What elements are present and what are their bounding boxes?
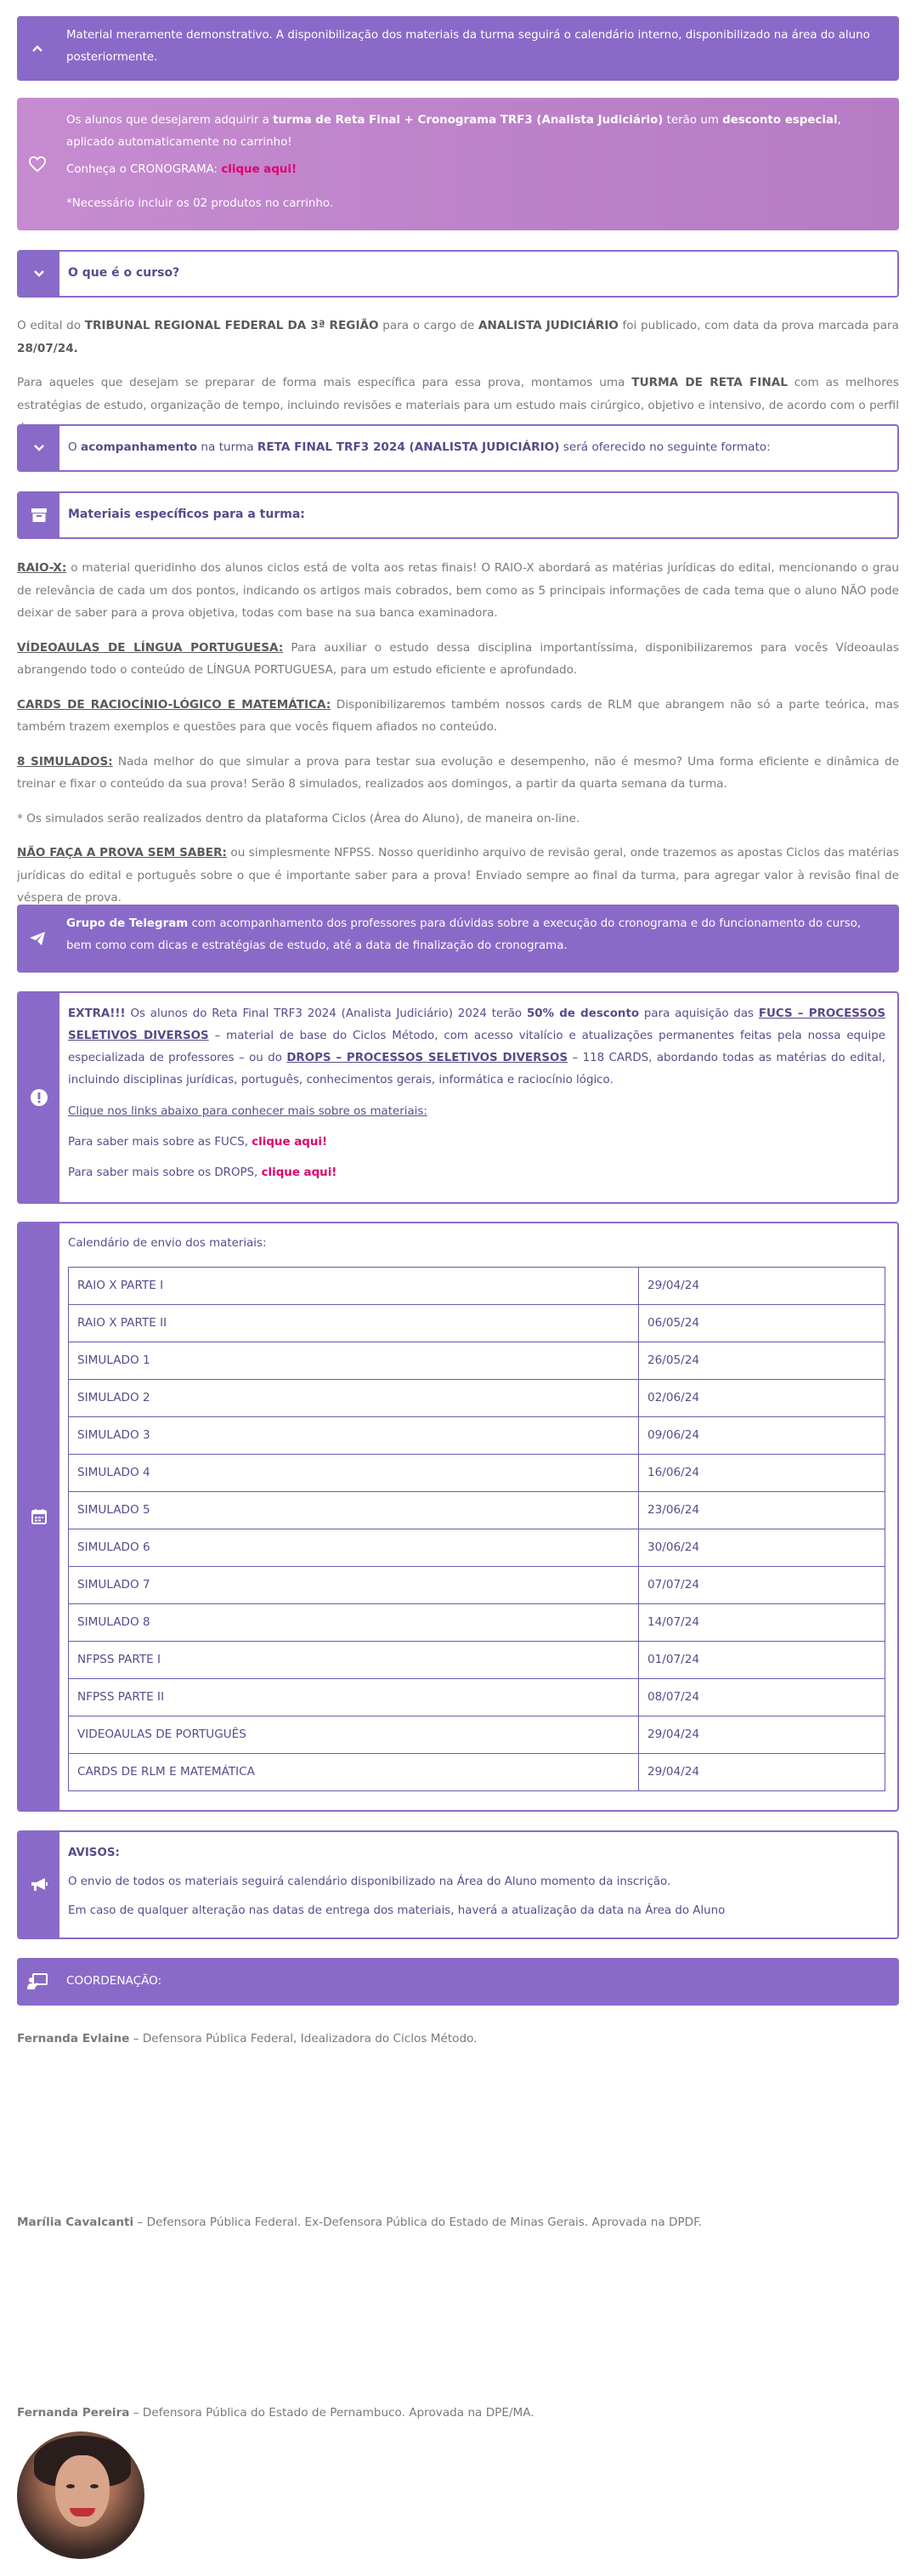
table-row xyxy=(69,1342,885,1379)
calendar-date: 29/04/24 xyxy=(639,1267,885,1304)
calendar-date: 29/04/24 xyxy=(639,1753,885,1790)
person-3: Fernanda Pereira – Defensora Pública do Estado de Pernambuco. Aprovada na DPE/MA. xyxy=(17,2406,534,2420)
extra-drops-line: Para saber mais sobre os DROPS, clique aqui! xyxy=(68,1166,337,1179)
calendar-item: SIMULADO 2 xyxy=(69,1379,639,1416)
avisos-box xyxy=(17,1830,899,1939)
course-header[interactable] xyxy=(17,250,899,298)
calendar-date: 02/06/24 xyxy=(639,1379,885,1416)
calendar-box xyxy=(17,1222,899,1812)
notice-box xyxy=(17,16,899,81)
promo-box xyxy=(17,98,899,230)
table-row xyxy=(69,1716,885,1753)
calendar-item: SIMULADO 3 xyxy=(69,1416,639,1454)
table-row xyxy=(69,1678,885,1716)
calendar-table xyxy=(68,1267,885,1791)
calendar-item: SIMULADO 4 xyxy=(69,1454,639,1491)
notice-text: Material meramente demonstrativo. A disponibilização dos materiais da turma seguirá o calendário interno, disponibilizado na área do aluno posteriormente. xyxy=(66,29,870,65)
chevron-up-icon[interactable] xyxy=(17,16,58,81)
extra-fucs-line: Para saber mais sobre as FUCS, clique aqui! xyxy=(68,1135,328,1149)
sim-paragraph: 8 SIMULADOS: Nada melhor do que simular a prova para testar sua evolução e desempenho, não é mesmo? Uma forma eficiente e dinâmica de treinar e fixar o conteúdo da sua prova! Serão 8 simulados, realizados aos domingos, a partir da quarta semana da turma. xyxy=(17,754,899,791)
calendar-date: 26/05/24 xyxy=(639,1342,885,1379)
chevron-down-icon[interactable] xyxy=(19,252,59,296)
calendar-date: 07/07/24 xyxy=(639,1566,885,1603)
promo-line-1: Os alunos que desejarem adquirir a turma de Reta Final + Cronograma TRF3 (Analista Judiciário) terão um desconto especial, aplicado automaticamente no carrinho! xyxy=(66,114,841,150)
calendar-date: 06/05/24 xyxy=(639,1304,885,1342)
drops-link[interactable]: clique aqui! xyxy=(261,1166,337,1179)
extra-box xyxy=(17,991,899,1204)
table-row xyxy=(69,1491,885,1529)
calendar-item: RAIO X PARTE II xyxy=(69,1304,639,1342)
materials-header-title: Materiais específicos para a turma: xyxy=(68,508,305,522)
cards-paragraph: CARDS DE RACIOCÍNIO-LÓGICO E MATEMÁTICA: Disponibilizaremos também nossos cards de RLM que abrangem não só a parte teórica, mas também trazem exemplos e questões para que vocês fiquem afiados no conteúdo. xyxy=(17,697,899,734)
materials-text xyxy=(17,557,899,922)
promo-line-3: *Necessário incluir os 02 produtos no carrinho. xyxy=(66,197,334,211)
calendar-item: NFPSS PARTE I xyxy=(69,1641,639,1678)
acomp-header[interactable] xyxy=(17,424,899,472)
avisos-title: AVISOS: xyxy=(68,1847,120,1859)
avisos-line-1: O envio de todos os materiais seguirá calendário disponibilizado na Área do Aluno momento da inscrição. xyxy=(68,1875,671,1889)
table-row xyxy=(69,1529,885,1566)
telegram-box xyxy=(17,905,899,973)
calendar-title: Calendário de envio dos materiais: xyxy=(68,1237,267,1250)
calendar-item: SIMULADO 8 xyxy=(69,1603,639,1641)
calendar-date: 09/06/24 xyxy=(639,1416,885,1454)
megaphone-icon xyxy=(19,1832,59,1938)
extra-links-title: Clique nos links abaixo para conhecer mais sobre os materiais: xyxy=(68,1104,427,1118)
cronograma-link[interactable]: clique aqui! xyxy=(221,163,297,177)
video-paragraph: VÍDEOAULAS DE LÍNGUA PORTUGUESA: Para auxiliar o estudo dessa disciplina importantíssima, disponibilizaremos para vocês Vídeoaulas abrangendo todo o conteúdo de LÍNGUA PORTUGUESA, para um estudo eficiente e aprofundado. xyxy=(17,640,899,677)
telegram-text: Grupo de Telegram com acompanhamento dos professores para dúvidas sobre a execução do cronograma e do funcionamento do curso, bem como com dicas e estratégias de estudo, até a data de finalização do cronograma. xyxy=(66,917,862,953)
avatar xyxy=(17,2431,144,2559)
exclamation-circle-icon xyxy=(19,993,59,1202)
calendar-item: VIDEOAULAS DE PORTUGUÊS xyxy=(69,1716,639,1753)
coord-box xyxy=(17,1958,899,2006)
calendar-item: NFPSS PARTE II xyxy=(69,1678,639,1716)
calendar-item: RAIO X PARTE I xyxy=(69,1267,639,1304)
raiox-paragraph: RAIO-X: o material queridinho dos alunos ciclos está de volta aos retas finais! O RAIO-X abordará as matérias jurídicas do edital, mencionando o grau de relevância de cada um dos pontos, indicando os artigos mais cobrados, bem como as 5 principais informações de cada tema que o aluno NÃO pode deixar de saber para a prova objetiva, todas com base na sua banca examinadora. xyxy=(17,561,899,620)
fucs-link[interactable]: clique aqui! xyxy=(252,1135,328,1149)
paper-plane-icon xyxy=(17,905,58,973)
calendar-date: 01/07/24 xyxy=(639,1641,885,1678)
table-row xyxy=(69,1304,885,1342)
coord-title: COORDENAÇÃO: xyxy=(66,1974,162,1989)
table-row xyxy=(69,1641,885,1678)
table-row xyxy=(69,1566,885,1603)
calendar-date: 08/07/24 xyxy=(639,1678,885,1716)
table-row xyxy=(69,1603,885,1641)
materials-header xyxy=(17,491,899,539)
table-row xyxy=(69,1753,885,1790)
course-paragraph-2: Para aqueles que desejam se preparar de forma mais específica para essa prova, montamos uma TURMA DE RETA FINAL com as melhores estratégias de estudo, organização de tempo, incluindo revisões e materiais para um estudo mais cirúrgico, objetivo e intensivo, de acordo com o perfil xyxy=(17,376,899,412)
person-2: Marília Cavalcanti – Defensora Pública Federal. Ex-Defensora Pública do Estado de Minas Gerais. Aprovada na DPDF. xyxy=(17,2216,703,2229)
calendar-item: SIMULADO 1 xyxy=(69,1342,639,1379)
calendar-date: 30/06/24 xyxy=(639,1529,885,1566)
archive-icon xyxy=(19,493,59,537)
calendar-item: SIMULADO 7 xyxy=(69,1566,639,1603)
person-1: Fernanda Evlaine – Defensora Pública Federal, Idealizadora do Ciclos Método. xyxy=(17,2032,478,2045)
extra-paragraph: EXTRA!!! Os alunos do Reta Final TRF3 2024 (Analista Judiciário) 2024 terão 50% de desconto para aquisição das FUCS – PROCESSOS SELETIVOS DIVERSOS – material de base do Ciclos Método, com acesso vitalício e atualizações permanentes feitas pela nossa equipe especializada de professores – ou do DROPS – PROCESSOS SELETIVOS DIVERSOS – 118 CARDS, abordando todas as matérias do edital, incluindo disciplinas jurídicas, português, conhecimentos gerais, informática e raciocínio lógico. xyxy=(68,1007,885,1087)
table-row xyxy=(69,1267,885,1304)
calendar-item: SIMULADO 6 xyxy=(69,1529,639,1566)
nfpss-paragraph: NÃO FAÇA A PROVA SEM SABER: ou simplesmente NFPSS. Nosso queridinho arquivo de revisão geral, onde trazemos as apostas Ciclos das matérias jurídicas do edital e português sobre o que é importante saber para a prova! Enviado sempre ao final da turma, para agregar valor à revisão final de véspera de prova. xyxy=(17,846,899,905)
chevron-down-icon[interactable] xyxy=(19,426,59,470)
acomp-header-text: O acompanhamento na turma RETA FINAL TRF3 2024 (ANALISTA JUDICIÁRIO) será oferecido no seguinte formato: xyxy=(68,440,771,455)
calendar-item: SIMULADO 5 xyxy=(69,1491,639,1529)
calendar-date: 14/07/24 xyxy=(639,1603,885,1641)
course-paragraph-1: O edital do TRIBUNAL REGIONAL FEDERAL DA 3ª REGIÃO para o cargo de ANALISTA JUDICIÁRIO foi publicado, com data da prova marcada para 28/07/24. xyxy=(17,319,899,355)
sim-note: * Os simulados serão realizados dentro da plataforma Ciclos (Área do Aluno), de maneira on-line. xyxy=(17,811,580,826)
table-row xyxy=(69,1454,885,1491)
calendar-date: 16/06/24 xyxy=(639,1454,885,1491)
course-header-title: O que é o curso? xyxy=(68,266,180,281)
calendar-date: 23/06/24 xyxy=(639,1491,885,1529)
table-row xyxy=(69,1379,885,1416)
heart-icon xyxy=(17,98,58,230)
promo-line-2: Conheça o CRONOGRAMA: clique aqui! xyxy=(66,163,297,177)
calendar-date: 29/04/24 xyxy=(639,1716,885,1753)
chalkboard-teacher-icon xyxy=(17,1958,58,2006)
calendar-item: CARDS DE RLM E MATEMÁTICA xyxy=(69,1753,639,1790)
table-row xyxy=(69,1416,885,1454)
calendar-icon xyxy=(19,1223,59,1810)
avisos-line-2: Em caso de qualquer alteração nas datas de entrega dos materiais, haverá a atualização da data na Área do Aluno xyxy=(68,1904,726,1918)
